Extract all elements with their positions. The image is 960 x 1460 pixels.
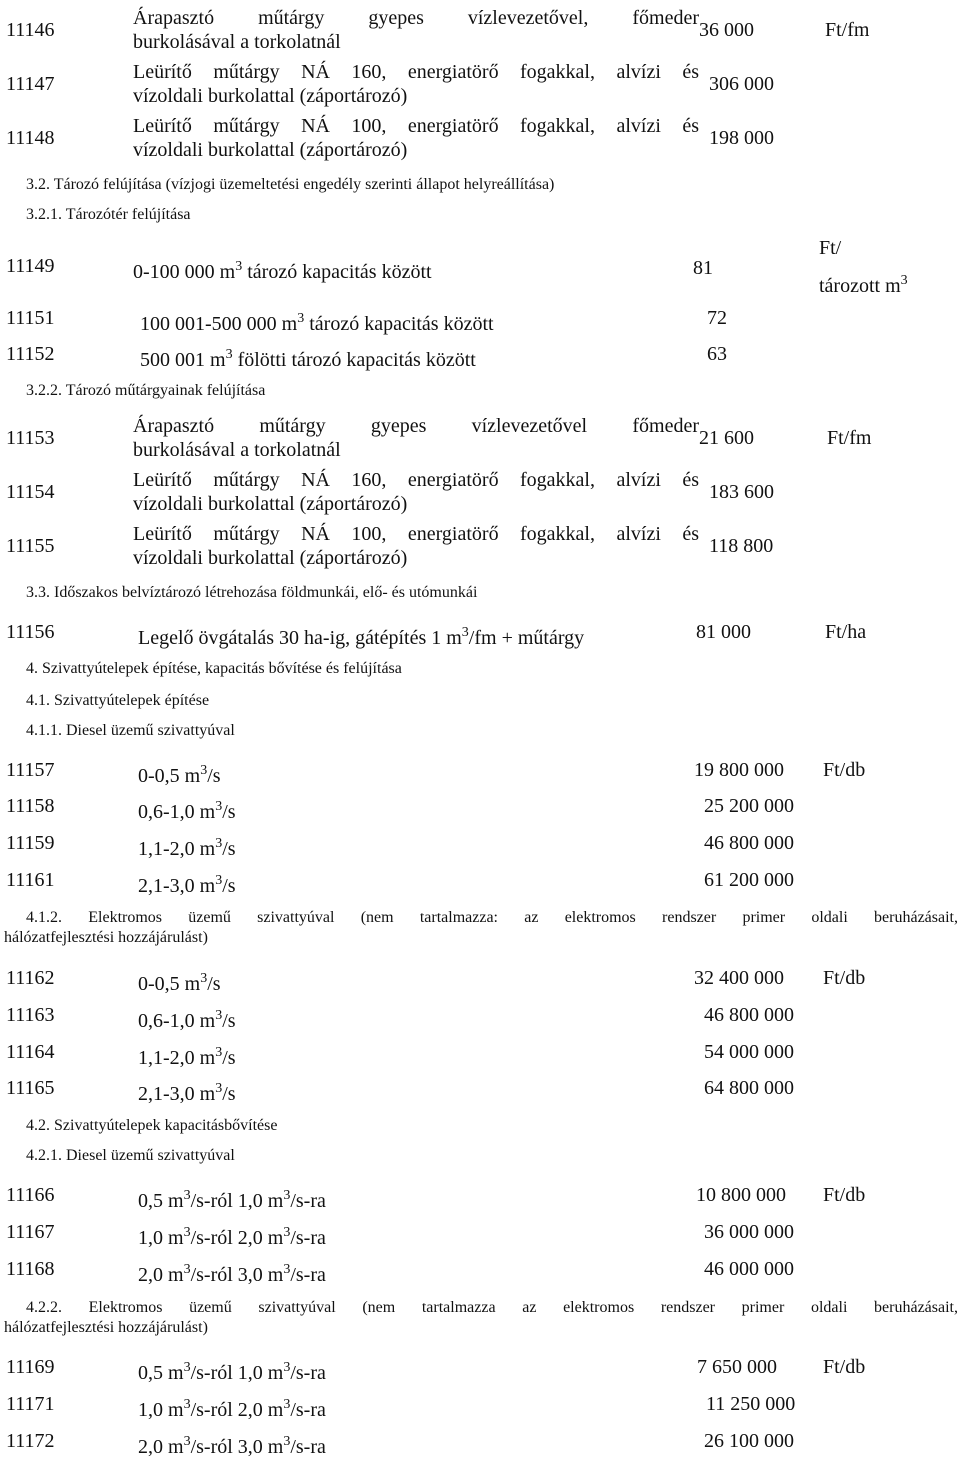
section-heading: 4.1.2. Elektromos üzemű szivattyúval (nem tartalmazza: az elektromos rendszer primer oldali beruházásait, hálózatfejlesztési hozzájárulást) bbox=[4, 909, 958, 946]
item-code: 11169 bbox=[6, 1356, 55, 1378]
item-code: 11151 bbox=[6, 307, 55, 329]
item-code: 11146 bbox=[6, 19, 55, 41]
item-unit: Ft/db bbox=[823, 967, 866, 989]
item-description: 0-0,5 $m^3/s$ bbox=[138, 763, 221, 787]
item-price: 81 000 bbox=[696, 621, 751, 643]
item-description: 0-0,5 $m^3/s$ bbox=[138, 971, 221, 995]
item-price: 64 800 000 bbox=[704, 1077, 794, 1099]
table-row bbox=[0, 967, 960, 995]
section-heading: 4.2.2. Elektromos üzemű szivattyúval (nem tartalmazza az elektromos rendszer primer oldali beruházásait, hálózatfejlesztési hozzájárulást) bbox=[4, 1299, 958, 1336]
item-description: 0,6-1,0 $m^3/s$ bbox=[138, 1008, 236, 1032]
table-row bbox=[0, 832, 960, 860]
item-unit: Ft/fm bbox=[827, 427, 872, 449]
table-row bbox=[0, 1221, 960, 1249]
table-row bbox=[0, 255, 960, 283]
item-price: 118 800 bbox=[709, 535, 774, 557]
item-code: 11172 bbox=[6, 1430, 55, 1452]
table-row bbox=[0, 621, 960, 649]
item-description: 2,1-3,0 $m^3/s$ bbox=[138, 873, 236, 897]
item-price: 198 000 bbox=[709, 127, 774, 149]
item-price: 72 bbox=[707, 307, 727, 329]
table-row bbox=[0, 1077, 960, 1105]
item-price: 25 200 000 bbox=[704, 795, 794, 817]
item-description: 100 001-500 000 $m^3$ tározó kapacitás között bbox=[140, 311, 494, 335]
table-row bbox=[0, 795, 960, 823]
table-row bbox=[0, 1041, 960, 1069]
item-code: 11162 bbox=[6, 967, 55, 989]
item-code: 11167 bbox=[6, 1221, 55, 1243]
section-heading: 4.1.1. Diesel üzemű szivattyúval bbox=[26, 722, 235, 739]
item-unit: Ft/db bbox=[823, 1356, 866, 1378]
item-description: 1,0 $m^3/s$-ról 2,0 $m^3/s-ra$ bbox=[138, 1225, 326, 1249]
table-row bbox=[0, 869, 960, 897]
item-description: 0-100 000 $m^3$ tározó kapacitás között bbox=[133, 259, 432, 283]
section-heading: 4. Szivattyútelepek építése, kapacitás bővítése és felújítása bbox=[26, 660, 402, 677]
section-heading: 4.2. Szivattyútelepek kapacitásbővítése bbox=[26, 1117, 278, 1134]
item-price: 46 800 000 bbox=[704, 1004, 794, 1026]
item-code: 11148 bbox=[6, 127, 55, 149]
table-row bbox=[0, 1184, 960, 1212]
table-row bbox=[0, 1430, 960, 1458]
item-description: 1,1-2,0 $m^3/s$ bbox=[138, 1045, 236, 1069]
table-row bbox=[0, 307, 960, 335]
item-code: 11168 bbox=[6, 1258, 55, 1280]
item-price: 26 100 000 bbox=[704, 1430, 794, 1452]
item-price: 183 600 bbox=[709, 481, 774, 503]
item-description: 1,0 $m^3/s$-ról 2,0 $m^3/s-ra$ bbox=[138, 1397, 326, 1421]
section-heading: 3.2.2. Tározó műtárgyainak felújítása bbox=[26, 382, 266, 399]
item-price: 7 650 000 bbox=[697, 1356, 777, 1378]
item-price: 36 000 bbox=[699, 19, 754, 41]
table-row bbox=[0, 6, 960, 53]
item-description: 0,5 $m^3/s$-ról 1,0 $m^3/s-ra$ bbox=[138, 1188, 326, 1212]
table-row bbox=[0, 114, 960, 161]
item-code: 11152 bbox=[6, 343, 55, 365]
section-heading: 4.2.1. Diesel üzemű szivattyúval bbox=[26, 1147, 235, 1164]
item-unit: Ft/ha bbox=[825, 621, 867, 643]
item-description: 1,1-2,0 $m^3/s$ bbox=[138, 836, 236, 860]
item-price: 32 400 000 bbox=[694, 967, 784, 989]
item-description: 2,1-3,0 $m^3/s$ bbox=[138, 1081, 236, 1105]
unit-label: Ft/ bbox=[819, 237, 842, 259]
item-price: 36 000 000 bbox=[704, 1221, 794, 1243]
item-code: 11159 bbox=[6, 832, 55, 854]
item-price: 21 600 bbox=[699, 427, 754, 449]
item-code: 11155 bbox=[6, 535, 55, 557]
table-row bbox=[0, 759, 960, 787]
item-code: 11161 bbox=[6, 869, 55, 891]
item-code: 11158 bbox=[6, 795, 55, 817]
item-price: 81 bbox=[693, 257, 713, 279]
item-price: 306 000 bbox=[709, 73, 774, 95]
item-code: 11157 bbox=[6, 759, 55, 781]
item-unit: Ft/db bbox=[823, 1184, 866, 1206]
item-description: Leürítő műtárgy NÁ 160, energiatörő fogakkal, alvízi és vízoldali burkolattal (záportározó) bbox=[133, 61, 699, 107]
table-row bbox=[0, 1393, 960, 1421]
item-description: Legelő övgátalás 30 ha-ig, gátépítés 1 $m^3/fm$ + műtárgy bbox=[138, 625, 585, 649]
item-code: 11166 bbox=[6, 1184, 55, 1206]
item-code: 11164 bbox=[6, 1041, 55, 1063]
section-heading: 3.2.1. Tározótér felújítása bbox=[26, 206, 191, 223]
table-row bbox=[0, 1004, 960, 1032]
item-description: Leürítő műtárgy NÁ 100, energiatörő fogakkal, alvízi és vízoldali burkolattal (záportározó) bbox=[133, 523, 699, 569]
unit-label: tározott $m^3$ bbox=[819, 273, 908, 297]
item-code: 11163 bbox=[6, 1004, 55, 1026]
table-row bbox=[0, 1258, 960, 1286]
item-code: 11171 bbox=[6, 1393, 55, 1415]
item-description: Leürítő műtárgy NÁ 100, energiatörő fogakkal, alvízi és vízoldali burkolattal (záportározó) bbox=[133, 115, 699, 161]
item-price: 10 800 000 bbox=[696, 1184, 786, 1206]
item-code: 11149 bbox=[6, 255, 55, 277]
section-heading: 4.1. Szivattyútelepek építése bbox=[26, 692, 210, 709]
section-heading: 3.3. Időszakos belvíztározó létrehozása földmunkái, elő- és utómunkái bbox=[26, 584, 478, 601]
table-row bbox=[0, 60, 960, 107]
table-row bbox=[0, 1356, 960, 1384]
item-unit: Ft/db bbox=[823, 759, 866, 781]
item-price: 46 000 000 bbox=[704, 1258, 794, 1280]
item-description: 0,6-1,0 $m^3/s$ bbox=[138, 799, 236, 823]
item-price: 46 800 000 bbox=[704, 832, 794, 854]
table-row bbox=[0, 468, 960, 515]
item-unit: Ft/fm bbox=[825, 19, 870, 41]
item-code: 11156 bbox=[6, 621, 55, 643]
item-code: 11147 bbox=[6, 73, 55, 95]
item-price: 11 250 000 bbox=[706, 1393, 796, 1415]
item-price: 19 800 000 bbox=[694, 759, 784, 781]
item-description: 2,0 $m^3/s$-ról 3,0 $m^3/s-ra$ bbox=[138, 1262, 326, 1286]
section-heading: 3.2. Tározó felújítása (vízjogi üzemeltetési engedély szerinti állapot helyreállítása) bbox=[26, 176, 555, 193]
item-description: 500 001 $m^3$ fölötti tározó kapacitás között bbox=[140, 347, 476, 371]
table-row bbox=[0, 414, 960, 461]
table-row bbox=[0, 522, 960, 569]
item-code: 11165 bbox=[6, 1077, 55, 1099]
table-row bbox=[0, 343, 960, 371]
item-description: Árapasztó műtárgy gyepes vízlevezetővel főmeder burkolásával a torkolatnál bbox=[133, 415, 699, 461]
item-price: 61 200 000 bbox=[704, 869, 794, 891]
item-code: 11154 bbox=[6, 481, 55, 503]
item-price: 54 000 000 bbox=[704, 1041, 794, 1063]
item-code: 11153 bbox=[6, 427, 55, 449]
item-description: Leürítő műtárgy NÁ 160, energiatörő fogakkal, alvízi és vízoldali burkolattal (záportározó) bbox=[133, 469, 699, 515]
item-description: 2,0 $m^3/s$-ról 3,0 $m^3/s-ra$ bbox=[138, 1434, 326, 1458]
item-description: Árapasztó műtárgy gyepes vízlevezetővel, főmeder burkolásával a torkolatnál bbox=[133, 7, 699, 53]
item-description: 0,5 $m^3/s$-ról 1,0 $m^3/s-ra$ bbox=[138, 1360, 326, 1384]
item-price: 63 bbox=[707, 343, 727, 365]
